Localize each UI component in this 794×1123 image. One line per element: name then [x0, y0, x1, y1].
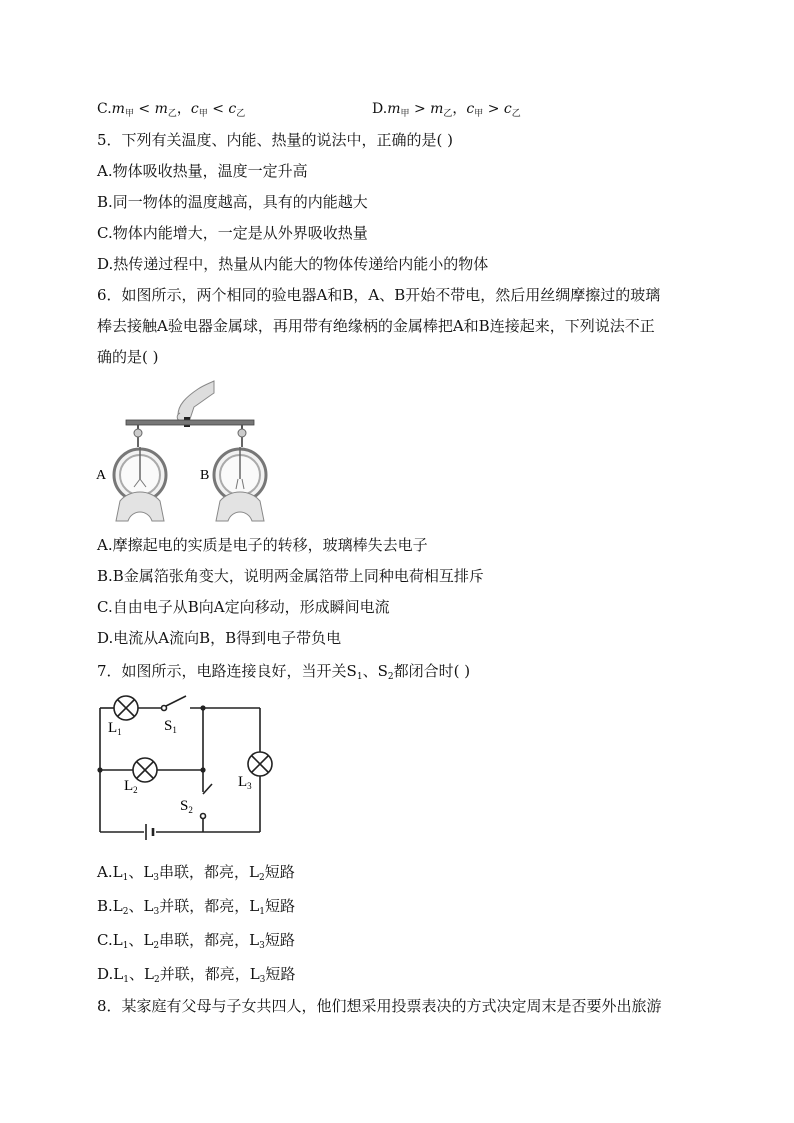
q7-option-d: $D.L_1$、$L_2$并联，都亮，$L_3$短路	[97, 965, 296, 985]
label-a: A	[96, 468, 107, 483]
q6-option-c: C.自由电子从B向A定向移动，形成瞬间电流	[97, 598, 390, 616]
q5-option-b: B.同一物体的温度越高，具有的内能越大	[97, 193, 368, 211]
q4-option-c: $C.m_甲 < m_乙$，$c_甲 < c_乙$	[97, 101, 246, 119]
label-s2: $S_2$	[180, 798, 193, 815]
q7-stem: 7．如图所示，电路连接良好，当开关$S_1$、$S_2$都闭合时( )	[97, 662, 471, 682]
q7-option-b: $B.L_2$、$L_3$并联，都亮，$L_1$短路	[97, 897, 295, 917]
q4-option-d: $D.m_甲 > m_乙$，$c_甲 > c_乙$	[372, 101, 521, 119]
q8-stem-line-1: 8．某家庭有父母与子女共四人，他们想采用投票表决的方式决定周末是否要外出旅游	[97, 997, 662, 1015]
q5-option-c: C.物体内能增大，一定是从外界吸收热量	[97, 224, 368, 242]
battery-icon	[146, 824, 153, 840]
q6-option-b: B.B金属箔张角变大，说明两金属箔带上同种电荷相互排斥	[97, 567, 484, 585]
q6-option-d: D.电流从A流向B，B得到电子带负电	[97, 629, 342, 647]
q6-stem-line-2: 棒去接触A验电器金属球，再用带有绝缘柄的金属棒把A和B连接起来，下列说法不正	[97, 317, 655, 335]
q6-stem-line-3: 确的是( )	[97, 348, 159, 366]
q6-option-a: A.摩擦起电的实质是电子的转移，玻璃棒失去电子	[97, 536, 428, 554]
label-s1: $S_1$	[164, 718, 177, 735]
circuit-diagram	[90, 688, 280, 850]
electroscope-a	[114, 425, 166, 521]
q7-option-c: $C.L_1$、$L_2$串联，都亮，$L_3$短路	[97, 931, 295, 951]
q6-stem-line-1: 6．如图所示，两个相同的验电器A和B，A、B开始不带电，然后用丝绸摩擦过的玻璃	[97, 286, 661, 304]
q5-option-a: A.物体吸收热量，温度一定升高	[97, 162, 308, 180]
q7-option-a: $A.L_1$、$L_3$串联，都亮，$L_2$短路	[97, 863, 295, 883]
label-l2: $L_2$	[124, 778, 138, 795]
label-l1: $L_1$	[108, 720, 122, 737]
q5-option-d: D.热传递过程中，热量从内能大的物体传递给内能小的物体	[97, 255, 489, 273]
metal-bar	[126, 420, 254, 425]
hand-icon	[177, 381, 214, 421]
label-l3: $L_3$	[238, 774, 252, 791]
label-b: B	[200, 468, 210, 483]
electroscope-b	[214, 425, 266, 521]
electroscope-figure	[90, 375, 290, 525]
q5-stem: 5．下列有关温度、内能、热量的说法中，正确的是( )	[97, 131, 454, 149]
